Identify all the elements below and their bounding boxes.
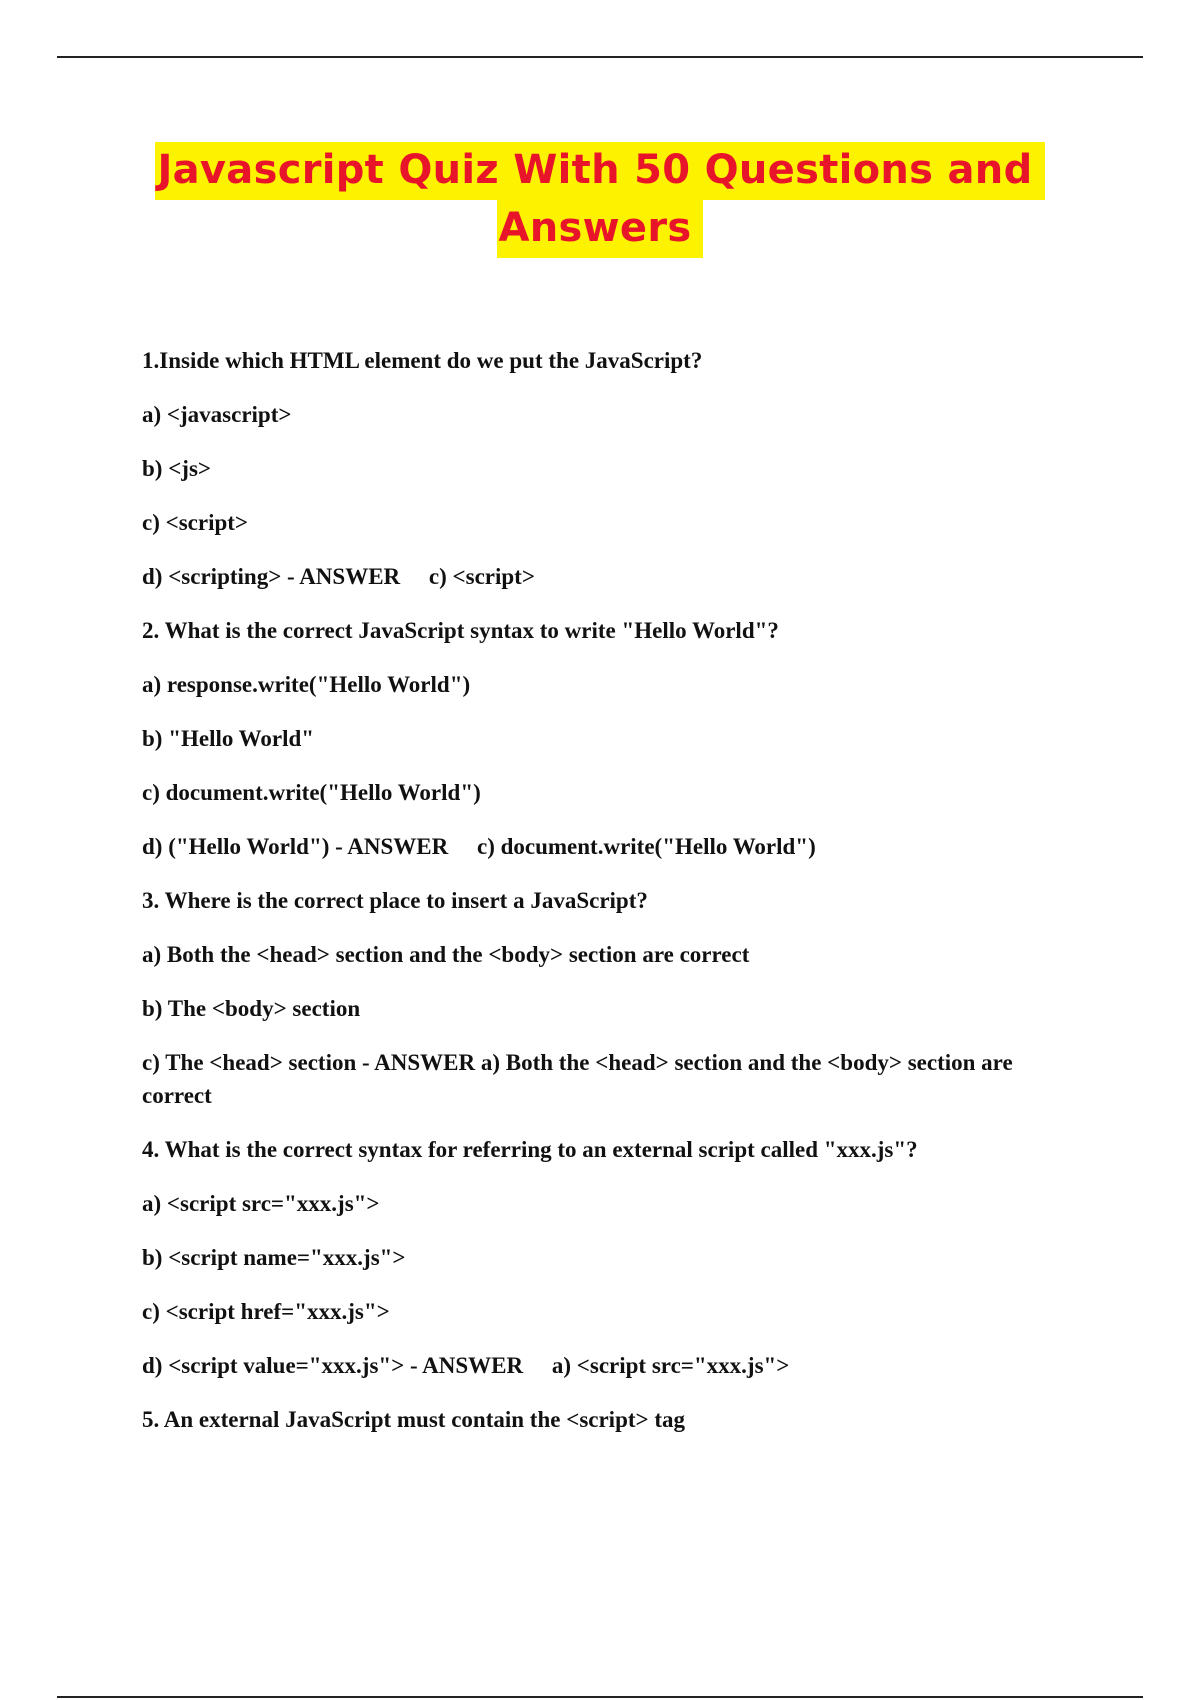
q2-option-a: a) response.write("Hello World") bbox=[142, 672, 471, 697]
q3-option-c-answer: c) The <head> section - ANSWER a) Both the <head> section and the <body> section are correct bbox=[142, 1050, 1013, 1108]
q3-option-a: a) Both the <head> section and the <body> section are correct bbox=[142, 942, 750, 967]
q4-option-c: c) <script href="xxx.js"> bbox=[142, 1299, 390, 1324]
q2-option-b: b) "Hello World" bbox=[142, 726, 315, 751]
q4-option-b: b) <script name="xxx.js"> bbox=[142, 1245, 406, 1270]
question-4: 4. What is the correct syntax for referring to an external script called "xxx.js"? bbox=[142, 1137, 918, 1162]
q1-option-d-answer: d) <scripting> - ANSWER c) <script> bbox=[142, 564, 535, 589]
title-line-2: Answers bbox=[497, 200, 704, 258]
q2-option-d-answer: d) ("Hello World") - ANSWER c) document.write("Hello World") bbox=[142, 834, 816, 859]
document-title bbox=[0, 142, 1200, 258]
title-line-1: Javascript Quiz With 50 Questions and bbox=[155, 142, 1044, 200]
question-3: 3. Where is the correct place to insert a JavaScript? bbox=[142, 888, 648, 913]
bottom-rule bbox=[57, 1696, 1143, 1698]
question-2: 2. What is the correct JavaScript syntax to write "Hello World"? bbox=[142, 618, 779, 643]
question-5: 5. An external JavaScript must contain the <script> tag bbox=[142, 1407, 686, 1432]
q4-option-d-answer: d) <script value="xxx.js"> - ANSWER a) <script src="xxx.js"> bbox=[142, 1353, 790, 1378]
q4-option-a: a) <script src="xxx.js"> bbox=[142, 1191, 380, 1216]
q1-option-b: b) <js> bbox=[142, 456, 212, 481]
question-1: 1.Inside which HTML element do we put the JavaScript? bbox=[142, 348, 703, 373]
q1-option-c: c) <script> bbox=[142, 510, 249, 535]
top-rule bbox=[57, 56, 1143, 58]
q3-option-b: b) The <body> section bbox=[142, 996, 361, 1021]
q2-option-c: c) document.write("Hello World") bbox=[142, 780, 481, 805]
q1-option-a: a) <javascript> bbox=[142, 402, 292, 427]
quiz-content bbox=[142, 344, 1082, 1457]
